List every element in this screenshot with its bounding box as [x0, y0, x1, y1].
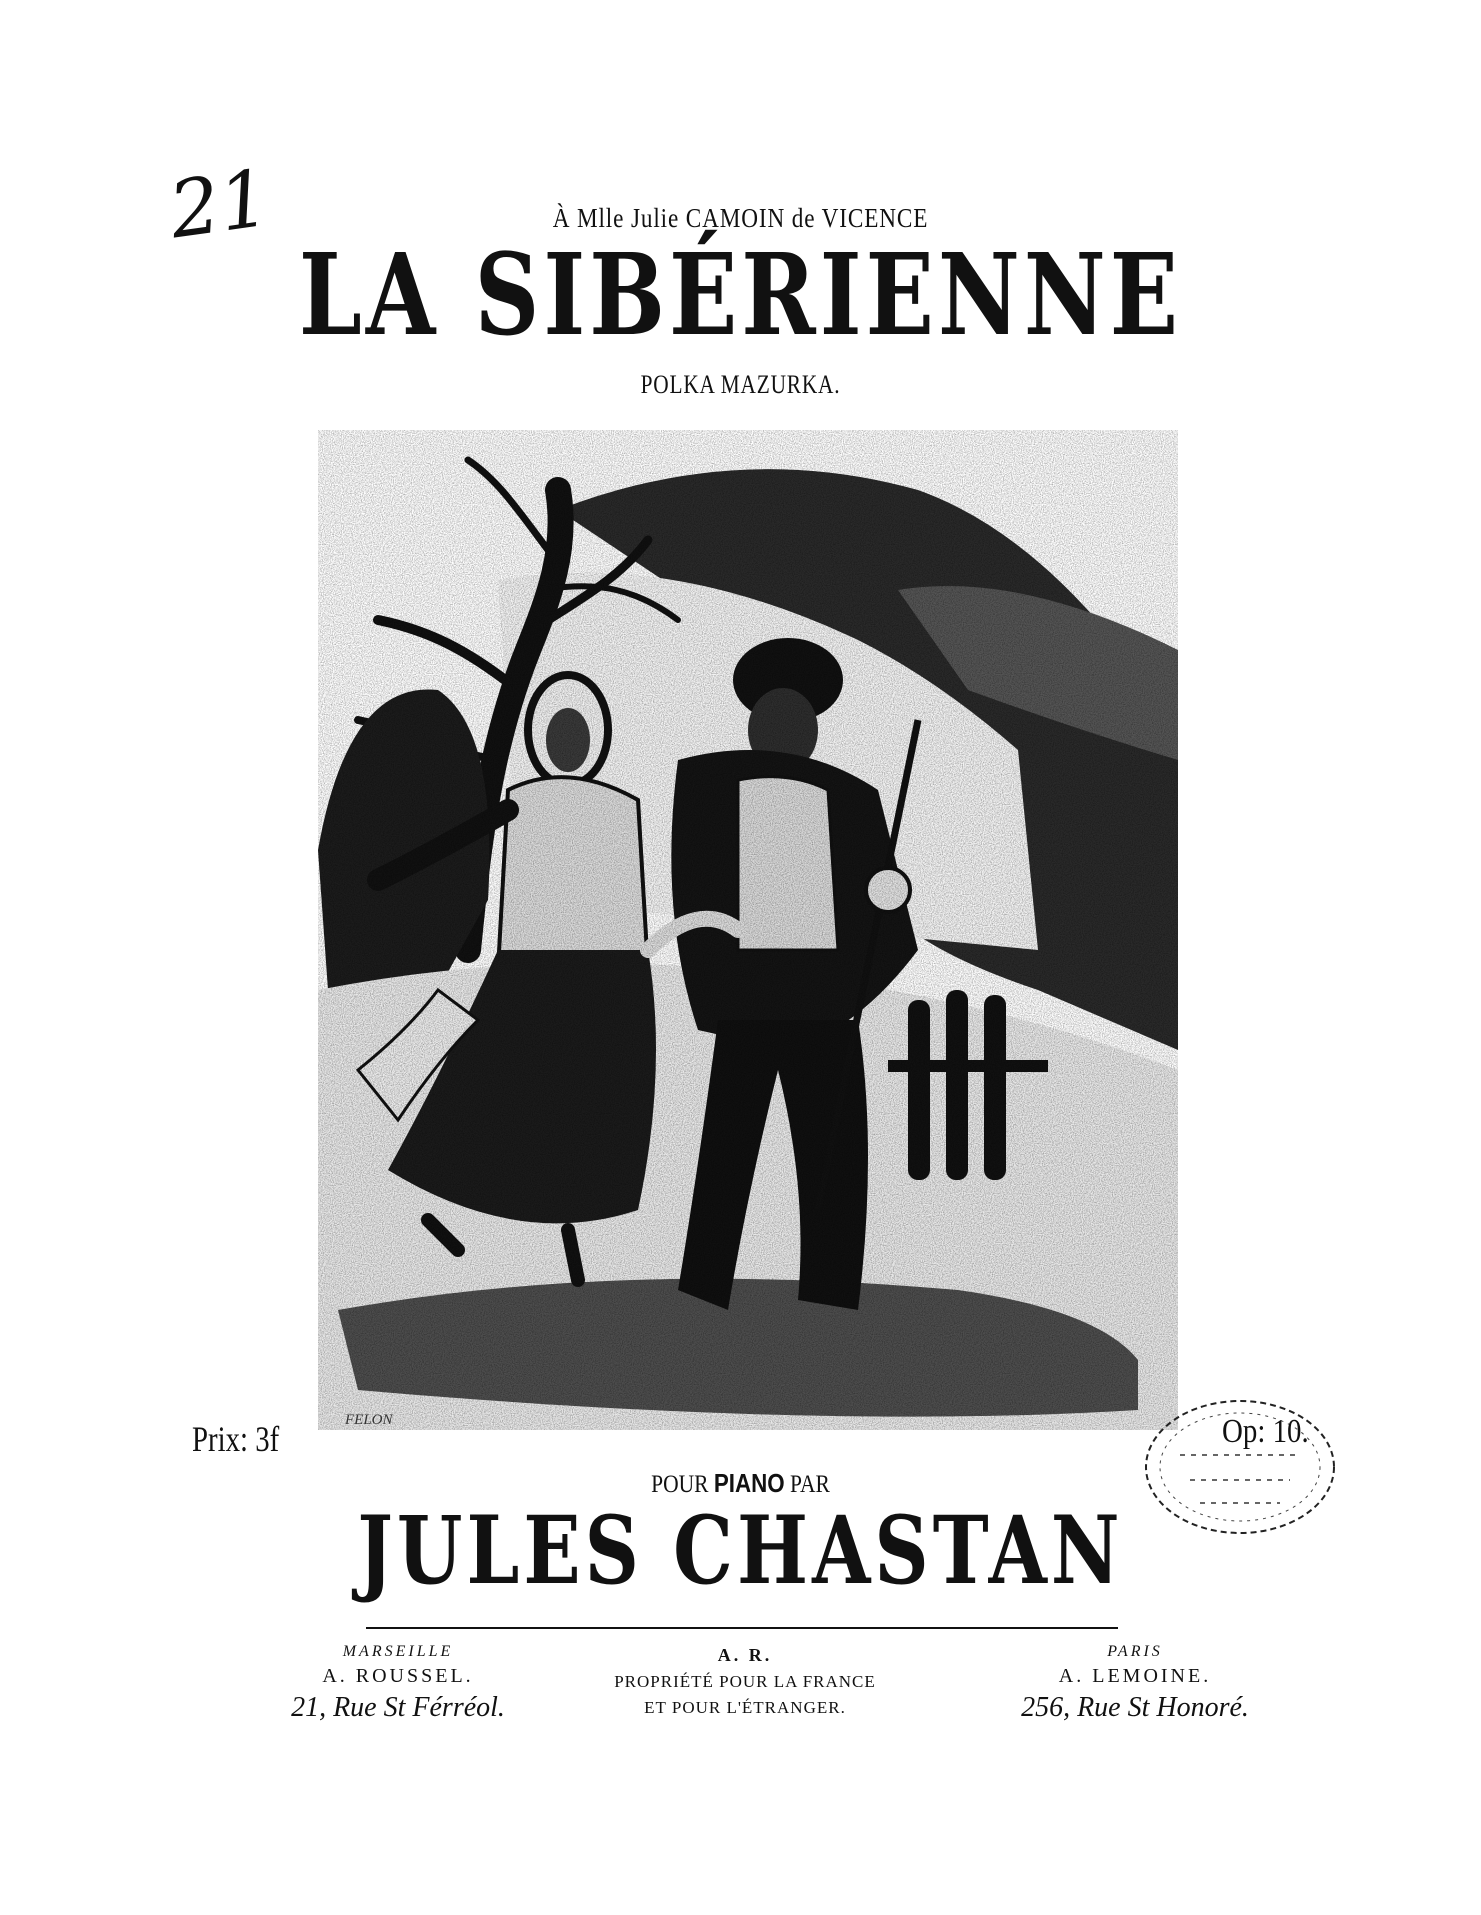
publisher-mark: A. R. — [717, 1645, 773, 1665]
price: Prix: 3f — [192, 1419, 280, 1459]
pour-text: POUR — [651, 1471, 714, 1498]
property-line-1: PROPRIÉTÉ POUR LA FRANCE — [614, 1672, 876, 1691]
property-notice — [590, 1645, 900, 1718]
publisher-right — [990, 1643, 1280, 1724]
publisher-left-name: A. ROUSSEL. — [322, 1665, 474, 1687]
dedication: À Mlle Julie CAMOIN de VICENCE — [552, 203, 929, 233]
handwritten-number: 21 — [164, 153, 276, 257]
publisher-right-address: 256, Rue St Honoré. — [1021, 1692, 1249, 1723]
opus-number: Op: 10. — [1222, 1413, 1309, 1450]
publisher-right-name: A. LEMOINE. — [1058, 1665, 1212, 1687]
publisher-right-city: PARIS — [1107, 1643, 1163, 1660]
property-line-2: ET POUR L'ÉTRANGER. — [644, 1698, 846, 1717]
divider — [366, 1627, 1118, 1629]
subtitle: POLKA MAZURKA. — [640, 370, 841, 399]
par-text: PAR — [784, 1471, 830, 1498]
publisher-left-address: 21, Rue St Férréol. — [291, 1692, 505, 1723]
composer-name: JULES CHASTAN — [357, 1496, 1124, 1606]
piano-text: PIANO — [713, 1468, 785, 1498]
artist-signature: FELON — [345, 1412, 393, 1428]
pour-piano-line — [104, 1468, 1378, 1499]
cover-illustration — [318, 430, 1178, 1430]
publisher-left — [258, 1643, 538, 1724]
publisher-left-city: MARSEILLE — [342, 1643, 454, 1660]
page-title: LA SIBÉRIENNE — [298, 230, 1183, 361]
